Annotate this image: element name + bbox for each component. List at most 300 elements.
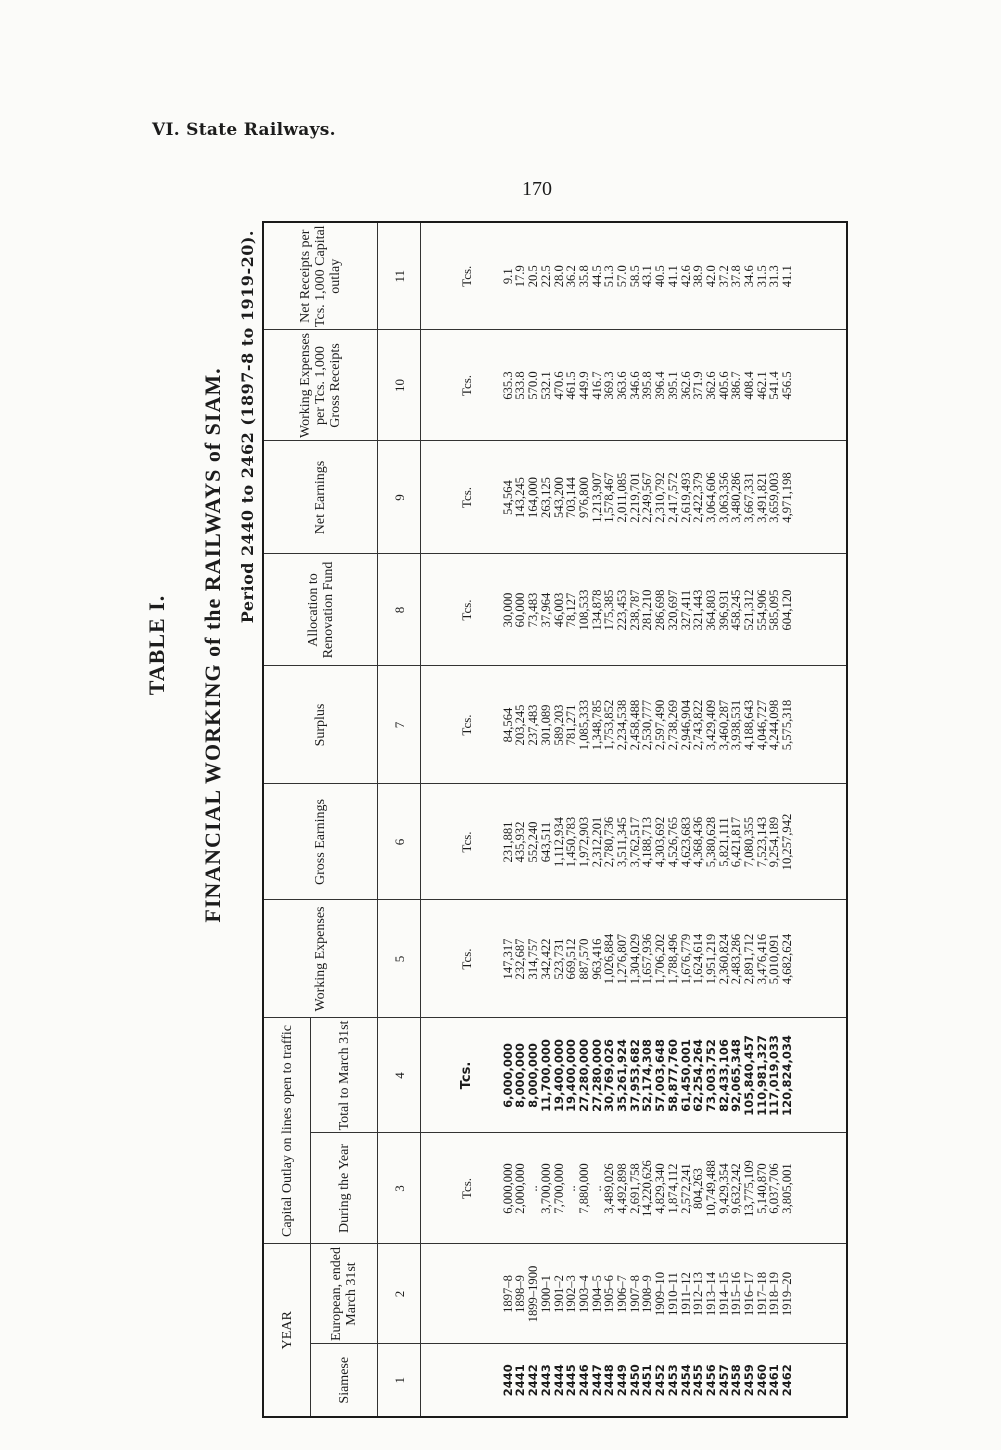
table-cell: 164,000 [526,477,541,518]
unit-label: Tcs. [459,948,474,970]
unit-label: Tcs. [459,1177,474,1200]
table-cell: 395.1 [665,371,680,400]
table-cell: 1916–17 [742,1271,757,1317]
table-cell: 28.0 [551,265,566,288]
table-cell: 2454 [678,1364,693,1397]
table-cell: 1,026,884 [602,933,617,985]
table-cell: 4,829,340 [653,1163,668,1214]
table-cell: 2,691,758 [627,1163,642,1214]
table-cell: 42.6 [678,265,693,288]
table-cell: 3,489,026 [602,1163,617,1214]
table-cell: 3,460,287 [716,699,731,751]
table-cell: 1909–10 [653,1271,668,1317]
table-cell: 342,422 [538,938,553,980]
column-net-earnings [421,441,848,554]
table-cell: 31.3 [767,265,782,288]
column-siamese-years [421,1344,848,1417]
column-number: 3 [378,1133,421,1244]
table-cell: .. [564,1185,579,1192]
table-cell: 2452 [653,1364,668,1397]
table-cell: 314,757 [526,938,541,980]
table-cell: 46,003 [551,592,566,628]
table-cell: 19,400,000 [551,1039,566,1112]
table-cell: 2444 [551,1364,566,1397]
column-european-years [421,1244,848,1344]
table-cell: 9,429,354 [716,1163,731,1214]
column-allocation [421,554,848,666]
table-cell: 30,000 [500,592,515,628]
column-number: 9 [378,441,421,554]
table-cell: 541.4 [767,371,782,400]
column-during-year [421,1133,848,1244]
table-cell: 42.0 [703,265,718,288]
table-cell: 1901–2 [551,1275,566,1313]
table-cell: 2446 [576,1364,591,1397]
table-cell: 3,805,001 [780,1163,795,1214]
table-cell: 585,095 [767,589,782,631]
table-cell: 1905–6 [602,1275,617,1313]
table-cell: .. [589,1185,604,1192]
header-gross-earnings: Gross Earnings [263,784,378,900]
table-cell: 1906–7 [615,1275,630,1313]
table-cell: 369.3 [602,371,617,400]
unit-label: Tcs. [459,714,474,736]
table-cell: 51.3 [602,265,617,288]
table-cell: 37.8 [729,265,744,288]
table-cell: 669,512 [564,938,579,980]
column-number: 11 [378,222,421,330]
table-cell: 887,570 [576,938,591,980]
header-surplus: Surplus [263,666,378,784]
table-cell: 532.1 [538,371,553,400]
table-cell: 1,112,934 [551,817,566,867]
table-cell: 2443 [538,1364,553,1397]
table-cell: 30,769,026 [602,1039,617,1112]
table-cell: 643,511 [538,821,553,863]
table-cell: 2457 [716,1364,731,1397]
railway-finance-table-rotated [262,223,848,1418]
table-cell: 3,429,409 [703,699,718,751]
table-cell: 1897–8 [500,1275,515,1313]
table-cell: 37,964 [538,592,553,628]
table-cell: 371.9 [691,371,706,400]
table-cell: 2458 [729,1364,744,1397]
table-cell: 552,240 [526,821,541,863]
table-cell: 4,303,692 [653,816,668,868]
unit-label: Tcs. [459,265,474,287]
table-cell: 1,213,907 [589,472,604,523]
table-cell: 1904–5 [589,1275,604,1313]
table-cell: 1912–13 [691,1271,706,1317]
table-cell: 2,597,490 [653,699,668,751]
table-cell: 286,698 [653,589,668,631]
table-cell: 301,089 [538,704,553,746]
table-cell: 2445 [564,1364,579,1397]
unit-label: Tcs. [459,486,474,509]
table-cell: 363.6 [615,371,630,400]
table-cell: 1,624,614 [691,933,706,985]
table-cell: 1918–19 [767,1271,782,1317]
table-cell: 2,000,000 [513,1163,528,1214]
table-cell: 4,368,436 [691,816,706,868]
table-cell: 2,780,736 [602,816,617,868]
column-number: 8 [378,554,421,666]
table-cell: 2440 [500,1364,515,1397]
table-cell: 458,245 [729,589,744,631]
table-cell: 3,491,821 [754,472,769,523]
table-cell: 4,623,683 [678,816,693,868]
table-cell: 9,254,189 [767,816,782,868]
table-cell: 2,360,824 [716,933,731,985]
table-cell: 1900–1 [538,1275,553,1313]
table-cell: 364,803 [703,589,718,631]
table-cell: 8,000,000 [526,1043,541,1108]
column-gross-earnings [421,784,848,900]
table-cell: 408.4 [742,371,757,400]
table-cell: 57.0 [615,265,630,288]
table-cell: 5,380,628 [703,816,718,868]
table-cell: 2,249,567 [640,472,655,523]
table-cell: 1,348,785 [589,699,604,751]
table-cell: 976,800 [576,477,591,518]
table-cell: 2459 [742,1364,757,1397]
table-cell: 1,085,333 [576,699,591,751]
table-cell: 320,697 [665,589,680,631]
table-cell: 1,706,202 [653,933,668,985]
table-cell: 4,046,727 [754,699,769,751]
table-cell: 1898–9 [513,1275,528,1313]
table-cell: 5,821,111 [716,817,731,867]
table-cell: 134,878 [589,589,604,631]
table-cell: 2,310,792 [653,472,668,523]
table-cell: 461.5 [564,371,579,400]
table-cell: 7,080,355 [742,816,757,868]
table-cell: 1899–1900 [526,1265,541,1323]
column-number: 5 [378,900,421,1018]
table-cell: 2,312,201 [589,816,604,868]
table-cell: 4,682,624 [780,933,795,985]
table-cell: 4,492,898 [615,1163,630,1214]
table-cell: 2,011,085 [615,472,630,523]
table-cell: 395.8 [640,371,655,400]
table-cell: 238,787 [627,589,642,631]
table-cell: 416.7 [589,371,604,400]
table-cell: 1,657,936 [640,933,655,985]
table-cell: 3,511,345 [615,817,630,867]
table-cell: 449.9 [576,371,591,400]
table-cell: 2451 [640,1364,655,1397]
table-cell: 327,411 [678,589,693,631]
table-cell: 1914–15 [716,1271,731,1317]
table-number: TABLE I. [144,594,169,696]
header-european: European, ended March 31st [311,1244,378,1344]
table-cell: 405.6 [716,371,731,400]
table-cell: 6,000,000 [500,1163,515,1214]
table-cell: 3,476,416 [754,933,769,985]
table-cell: 1903–4 [576,1275,591,1313]
table-cell: 147,317 [500,938,515,980]
table-cell: 108,533 [576,589,591,631]
table-cell: 2,530,777 [640,699,655,751]
table-cell: 456.5 [780,371,795,400]
table-cell: 14,220,626 [640,1160,655,1217]
page-number: 170 [522,178,552,200]
table-cell: 3,063,356 [716,472,731,523]
table-cell: 1,788,496 [665,933,680,985]
table-cell: 143,245 [513,477,528,518]
table-caption: FINANCIAL WORKING of the RAILWAYS of SIAM. [200,367,225,923]
table-cell: 10,257,942 [780,813,795,871]
table-cell: 1,450,783 [564,816,579,868]
table-cell: 2,619,493 [678,472,693,523]
table-cell: 281,210 [640,589,655,631]
header-during-year: During the Year [311,1133,378,1244]
table-cell: 61,450,001 [678,1039,693,1112]
table-cell: 2,219,701 [627,472,642,523]
table-cell: 5,010,091 [767,933,782,985]
table-cell: 5,575,318 [780,699,795,751]
table-cell: 1908–9 [640,1275,655,1313]
table-cell: 2456 [703,1364,718,1397]
table-cell: 523,731 [551,938,566,980]
table-cell: 1,676,779 [678,933,693,985]
table-cell: 7,880,000 [576,1163,591,1214]
table-cell: 635.3 [500,371,515,400]
table-title [140,205,248,1085]
table-cell: 8,000,000 [513,1043,528,1108]
table-cell: 38.9 [691,265,706,288]
period-label: Period 2440 to 2462 (1897-8 to 1919-20). [238,230,257,624]
table-cell: 232,687 [513,938,528,980]
table-cell: 2,417,572 [665,472,680,523]
table-cell: 78,127 [564,592,579,628]
table-cell: 781,271 [564,704,579,746]
unit-label: Tcs. [459,831,474,853]
table-cell: 521,312 [742,589,757,631]
table-cell: 54,564 [500,480,515,515]
table-cell: 362.6 [703,371,718,400]
table-cell: 40.5 [653,265,668,288]
table-cell: 4,526,765 [665,816,680,868]
table-cell: 2455 [691,1364,706,1397]
table-cell: 1902–3 [564,1275,579,1313]
table-cell: 27,280,000 [589,1039,604,1112]
header-net-per-1000: Net Receipts per Tcs. 1,000 Capital outlay [263,222,378,330]
table-cell: 35,261,924 [615,1039,630,1112]
section-heading: VI. State Railways. [152,120,336,140]
unit-label: Tcs. [459,599,474,621]
table-cell: 1910–11 [665,1272,680,1316]
table-cell: 4,244,098 [767,699,782,751]
table-cell: 3,064,606 [703,472,718,523]
column-number: 1 [378,1344,421,1417]
column-working-per-1000 [421,330,848,441]
table-cell: 3,667,331 [742,472,757,523]
header-working-per-1000: Working Expenses per Tcs. 1,000 Gross Receipts [263,330,378,441]
header-capital-outlay: Capital Outlay on lines open to traffic [263,1018,311,1244]
table-cell: 7,523,143 [754,816,769,868]
table-cell: 804,263 [691,1168,706,1209]
table-cell: 6,037,706 [767,1163,782,1214]
table-cell: 9,632,242 [729,1163,744,1214]
table-cell: 2,891,712 [742,933,757,985]
table-cell: 2450 [627,1364,642,1397]
table-cell: 386.7 [729,371,744,400]
column-number: 6 [378,784,421,900]
table-cell: 117,019,033 [767,1035,782,1116]
table-cell: 3,938,531 [729,699,744,751]
table-cell: 58.5 [627,265,642,288]
column-number: 2 [378,1244,421,1344]
table-cell: 13,775,109 [742,1160,757,1217]
table-cell: 82,433,106 [716,1039,731,1112]
table-cell: 963,416 [589,938,604,980]
table-cell: 6,421,817 [729,816,744,868]
table-cell: 105,840,457 [742,1035,757,1116]
table-cell: 9.1 [500,268,515,285]
table-cell: 543,200 [551,477,566,518]
table-cell: 2461 [767,1364,782,1397]
table-cell: 2460 [754,1364,769,1397]
table-cell: 1,753,852 [602,699,617,751]
table-cell: 4,188,643 [742,699,757,751]
table-cell: 37,953,682 [627,1039,642,1112]
table-cell: 2,458,488 [627,699,642,751]
table-cell: 2,234,538 [615,699,630,751]
table-cell: .. [526,1185,541,1192]
column-net-per-1000 [421,222,848,330]
header-total-to: Total to March 31st [311,1018,378,1133]
table-cell: 62,254,264 [691,1039,706,1112]
table-cell: 362.6 [678,371,693,400]
table-cell: 34.6 [742,265,757,288]
table-cell: 470.6 [551,371,566,400]
table-cell: 2,738,269 [665,699,680,751]
table-cell: 73,003,752 [703,1039,718,1112]
table-cell: 4,971,198 [780,472,795,523]
railway-finance-table [262,221,848,1418]
table-cell: 3,700,000 [538,1163,553,1214]
table-cell: 1919–20 [780,1271,795,1317]
table-cell: 60,000 [513,592,528,628]
table-cell: 2449 [615,1364,630,1397]
table-cell: 1907–8 [627,1275,642,1313]
header-net-earnings: Net Earnings [263,441,378,554]
unit-label: Tcs. [459,374,474,397]
table-cell: 396,931 [716,589,731,631]
table-cell: 570.0 [526,371,541,400]
table-cell: 31.5 [754,265,769,288]
table-cell: 84,564 [500,707,515,743]
table-cell: 1,578,467 [602,472,617,523]
table-cell: 2447 [589,1364,604,1397]
table-cell: 1,276,807 [615,933,630,985]
table-cell: 2,743,822 [691,699,706,751]
column-surplus [421,666,848,784]
table-cell: 6,000,000 [500,1043,515,1108]
table-cell: 462.1 [754,371,769,400]
column-number: 7 [378,666,421,784]
table-cell: 43.1 [640,265,655,288]
table-cell: 346.6 [627,371,642,400]
table-cell: 1,972,903 [576,816,591,868]
column-total-to [421,1018,848,1133]
table-cell: 92,065,348 [729,1039,744,1112]
table-cell: 73,483 [526,592,541,628]
table-cell: 2441 [513,1364,528,1397]
header-allocation: Allocation to Renovation Fund [263,554,378,666]
table-cell: 57,003,648 [653,1039,668,1112]
table-cell: 604,120 [780,589,795,631]
table-cell: 1915–16 [729,1271,744,1317]
table-cell: 27,280,000 [576,1039,591,1112]
table-cell: 44.5 [589,265,604,288]
table-cell: 52,174,308 [640,1039,655,1112]
table-cell: 2462 [780,1364,795,1397]
table-cell: 3,659,003 [767,472,782,523]
table-cell: 7,700,000 [551,1163,566,1214]
table-cell: 396.4 [653,371,668,400]
table-cell: 58,877,760 [665,1039,680,1112]
table-cell: 41.1 [665,265,680,288]
header-year: YEAR [263,1244,311,1417]
table-cell: 5,140,870 [754,1163,769,1214]
table-cell: 2448 [602,1364,617,1397]
header-working-expenses: Working Expenses [263,900,378,1018]
table-cell: 223,453 [615,589,630,631]
header-siamese: Siamese [311,1344,378,1417]
table-cell: 554,906 [754,589,769,631]
table-cell: 3,762,517 [627,816,642,868]
table-cell: 17.9 [513,265,528,288]
table-cell: 589,203 [551,704,566,746]
table-cell: 10,749,488 [703,1160,718,1217]
table-cell: 2442 [526,1364,541,1397]
table-cell: 35.8 [576,265,591,288]
column-working-expenses [421,900,848,1018]
table-cell: 1,874,112 [665,1163,680,1214]
table-cell: 1911–12 [678,1272,693,1316]
unit-label: Tcs. [459,1061,474,1090]
table-cell: 321,443 [691,589,706,631]
table-cell: 41.1 [780,265,795,288]
table-cell: 11,700,000 [538,1039,553,1112]
table-cell: 263,125 [538,477,553,518]
table-cell: 1,304,029 [627,933,642,985]
table-cell: 703,144 [564,477,579,518]
table-cell: 120,824,034 [780,1035,795,1116]
table-cell: 2,483,286 [729,933,744,985]
table-cell: 435,932 [513,821,528,863]
column-number: 4 [378,1018,421,1133]
table-cell: 237,483 [526,704,541,746]
table-cell: 37.2 [716,265,731,288]
table-cell: 2,572,241 [678,1163,693,1214]
table-cell: 19,400,000 [564,1039,579,1112]
table-cell: 1917–18 [754,1271,769,1317]
table-cell: 203,245 [513,704,528,746]
table-cell: 22.5 [538,265,553,288]
table-cell: 231,881 [500,821,515,863]
table-cell: 36.2 [564,265,579,288]
table-cell: 110,981,327 [754,1035,769,1116]
table-cell: 533.8 [513,371,528,400]
table-cell: 2,946,904 [678,699,693,751]
table-cell: 2,422,379 [691,472,706,523]
table-cell: 175,385 [602,589,617,631]
table-cell: 4,188,713 [640,816,655,868]
column-number: 10 [378,330,421,441]
